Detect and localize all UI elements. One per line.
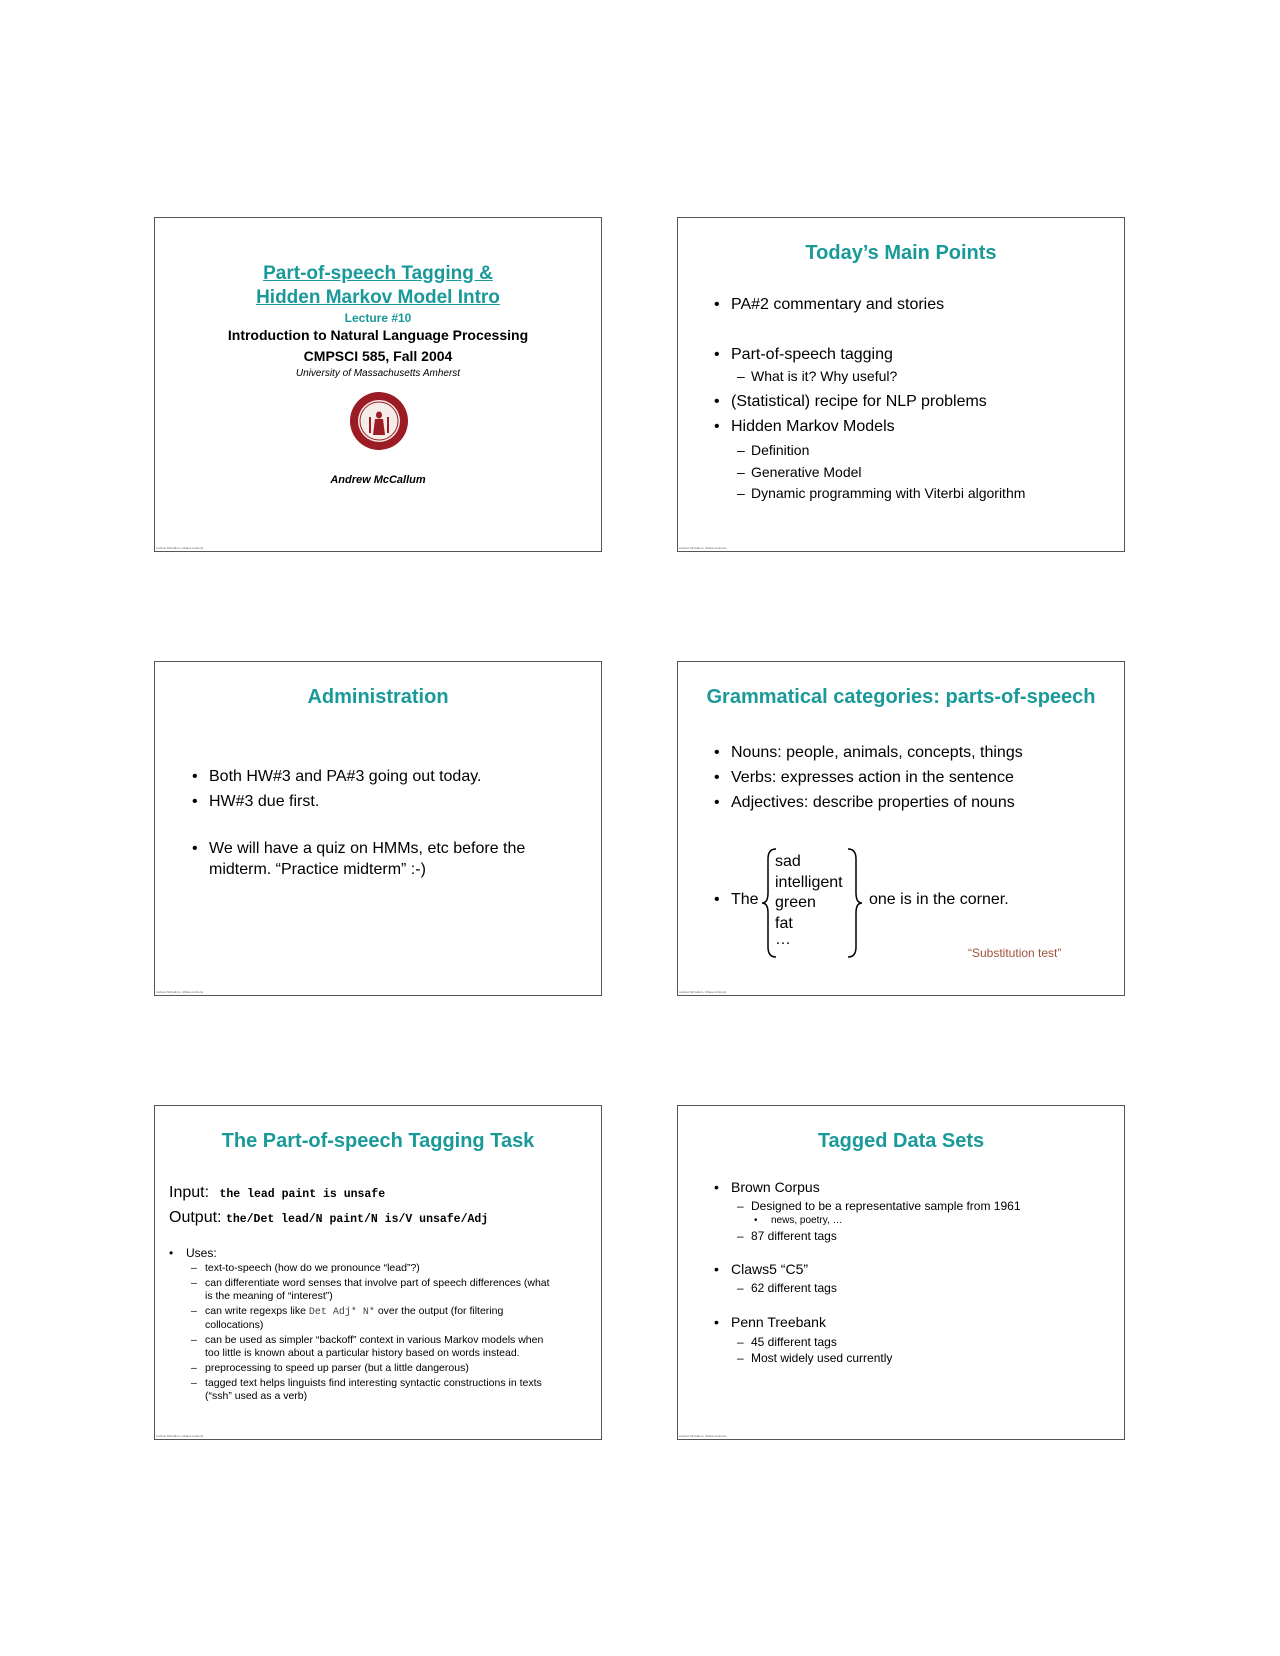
sentence-rest: one is in the corner. <box>869 891 1009 908</box>
bullet-list <box>209 838 525 880</box>
sub-bullet-item: – What is it? Why useful? <box>737 368 897 384</box>
slide-footer: Andrew McCallum, UMass Amherst <box>679 1434 727 1438</box>
sub-bullet-item: – preprocessing to speed up parser (but a little dangerous) <box>191 1362 591 1375</box>
input-line <box>169 1184 385 1202</box>
sub-bullet-list <box>737 368 897 384</box>
lecture-title-line2[interactable]: Hidden Markov Model Intro <box>256 287 500 308</box>
lecture-number: Lecture #10 <box>344 311 412 325</box>
bullet-item: • Adjectives: describe properties of nouns <box>731 790 1023 815</box>
output-line <box>169 1209 488 1227</box>
bullet-item: • Hidden Markov Models <box>731 418 895 436</box>
sub-bullet-line: can differentiate word senses that involve part of speech differences (what <box>205 1277 550 1289</box>
output-label: Output: <box>169 1209 222 1226</box>
bullet-list <box>731 296 944 314</box>
sub-sub-bullet-item: • news, poetry, … <box>771 1215 843 1226</box>
slide-title: Grammatical categories: parts-of-speech <box>706 686 1096 708</box>
sub-bullet-line: can be used as simpler “backoff” context in various Markov models when <box>205 1334 544 1346</box>
sub-bullet-list <box>737 1281 837 1295</box>
bullet-list <box>209 764 481 814</box>
bullet-line: midterm. “Practice midterm” :-) <box>209 861 426 878</box>
sub-bullet-line: is the meaning of “interest”) <box>205 1290 333 1302</box>
university-name: University of Massachusetts Amherst <box>295 368 461 379</box>
sub-sub-bullet-list <box>771 1215 843 1226</box>
sub-bullet-list <box>191 1262 591 1403</box>
slide-title <box>154 217 602 552</box>
bullet-list <box>731 740 1023 815</box>
sub-bullet-item: – Most widely used currently <box>737 1350 892 1366</box>
slide-tagging-task <box>154 1105 602 1440</box>
sub-bullet-item: – 45 different tags <box>737 1334 892 1350</box>
sub-bullet-line: (“ssh” used as a verb) <box>205 1390 308 1402</box>
input-label: Input: <box>169 1184 210 1201</box>
sub-bullet-text: over the output (for filtering <box>377 1305 504 1317</box>
output-value: the/Det lead/N paint/N is/V unsafe/Adj <box>225 1213 489 1226</box>
sub-bullet-item <box>191 1334 591 1360</box>
word-item: intelligent <box>775 873 843 891</box>
bullet-item: • Part-of-speech tagging <box>731 346 893 370</box>
bullet-list <box>186 1246 217 1260</box>
bullet-item: • Uses: <box>186 1246 217 1260</box>
bullet-list <box>731 891 759 909</box>
bullet-item: • Both HW#3 and PA#3 going out today. <box>209 764 481 789</box>
bullet-item: • Penn Treebank <box>731 1314 826 1330</box>
sub-bullet-item <box>191 1277 591 1303</box>
bullet-the: • The <box>731 891 759 909</box>
bullet-list <box>731 393 987 411</box>
bullet-item: • Verbs: expresses action in the sentence <box>731 765 1023 790</box>
sub-bullet-line: too little is known about a particular history based on words instead. <box>205 1347 520 1359</box>
bullet-list <box>731 1314 826 1330</box>
bullet-item: • Brown Corpus <box>731 1179 820 1195</box>
slide-footer: Andrew McCallum, UMass Amherst <box>156 1434 204 1438</box>
slide-administration <box>154 661 602 996</box>
sub-bullet-line: collocations) <box>205 1319 264 1331</box>
lecture-title-line1[interactable]: Part-of-speech Tagging & <box>263 263 493 284</box>
regexp-code: Det Adj* N* <box>308 1307 375 1318</box>
bullet-item <box>209 838 525 880</box>
course-name: Introduction to Natural Language Processing <box>227 327 529 343</box>
sub-bullet-text: can write regexps like <box>205 1305 306 1317</box>
word-item: sad <box>775 853 801 870</box>
slide-footer: Andrew McCallum, UMass Amherst <box>156 990 204 994</box>
sub-bullet-item: – 87 different tags <box>737 1229 837 1243</box>
word-item: … <box>775 931 791 948</box>
slide-footer: Andrew McCallum, UMass Amherst <box>679 546 727 550</box>
slide-tagged-data-sets <box>677 1105 1125 1440</box>
input-value: the lead paint is unsafe <box>219 1188 386 1201</box>
sub-bullet-item: – text-to-speech (how do we pronounce “lead”?) <box>191 1262 591 1275</box>
word-item: green <box>775 894 816 911</box>
sub-bullet-list <box>737 1334 892 1366</box>
slide-main-points <box>677 217 1125 552</box>
bullet-list <box>731 1261 808 1277</box>
slide-footer: Andrew McCallum, UMass Amherst <box>156 546 204 550</box>
sub-bullet-item: – Generative Model <box>737 462 1025 484</box>
bullet-list <box>731 418 895 436</box>
slide-title: Tagged Data Sets <box>817 1130 985 1152</box>
sub-bullet-item: – 62 different tags <box>737 1281 837 1295</box>
sub-bullet-list <box>737 1199 1021 1214</box>
slide-title: The Part-of-speech Tagging Task <box>221 1130 535 1152</box>
bullet-item: • HW#3 due first. <box>209 789 481 814</box>
sub-bullet-item: – Designed to be a representative sample from 1961 <box>737 1199 1021 1214</box>
sub-bullet-item: – Dynamic programming with Viterbi algorithm <box>737 483 1025 505</box>
university-seal-icon <box>349 391 409 451</box>
slide-grammatical-categories <box>677 661 1125 996</box>
bullet-list <box>731 346 893 370</box>
sub-bullet-item <box>191 1305 591 1332</box>
sub-bullet-list <box>737 1229 837 1243</box>
bullet-item: • PA#2 commentary and stories <box>731 296 944 314</box>
word-item: fat <box>775 914 793 932</box>
sub-bullet-item: – Definition <box>737 440 1025 462</box>
sub-bullet-list <box>737 440 1025 505</box>
bullet-item: • Claws5 “C5” <box>731 1261 808 1277</box>
slide-footer: Andrew McCallum, UMass Amherst <box>679 990 727 994</box>
right-brace-icon <box>844 847 864 959</box>
substitution-word-list <box>775 852 843 946</box>
sub-bullet-line: tagged text helps linguists find interesting syntactic constructions in texts <box>205 1377 542 1389</box>
sub-bullet-item <box>191 1377 591 1403</box>
course-code: CMPSCI 585, Fall 2004 <box>303 348 453 364</box>
slide-title: Administration <box>307 686 449 708</box>
bullet-line: We will have a quiz on HMMs, etc before the <box>209 840 526 857</box>
slide-title: Today’s Main Points <box>805 242 997 264</box>
substitution-test-note: “Substitution test” <box>968 946 1062 960</box>
bullet-item: • Nouns: people, animals, concepts, things <box>731 740 1023 765</box>
bullet-item: • (Statistical) recipe for NLP problems <box>731 393 987 411</box>
author-name: Andrew McCallum <box>330 474 426 486</box>
bullet-list <box>731 1179 820 1195</box>
